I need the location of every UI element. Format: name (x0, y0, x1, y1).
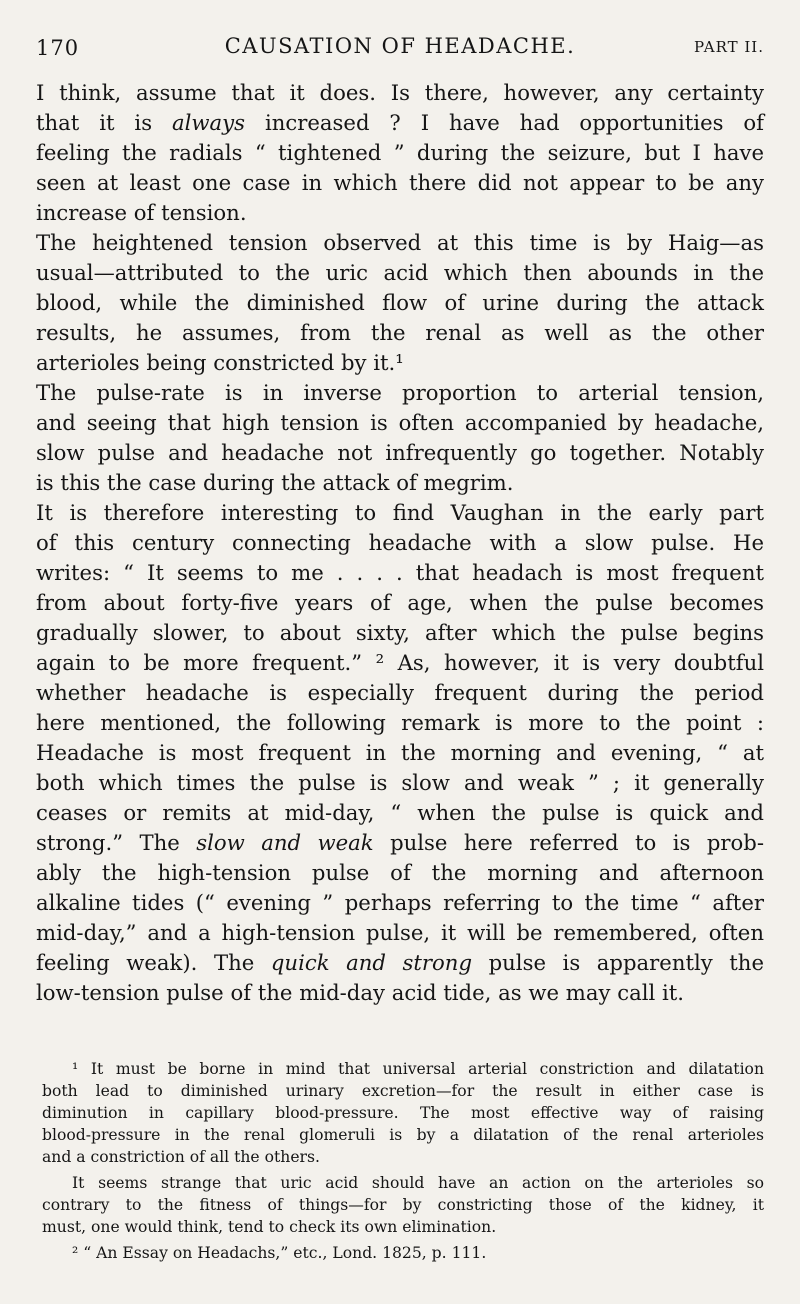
text-line: both which times the pulse is slow and weak ” ; it generally (36, 770, 764, 795)
text-line: ceases or remits at mid-day, “ when the pulse is quick and (36, 800, 764, 825)
footnote-line: must, one would think, tend to check its own elimination. (42, 1218, 497, 1236)
text-line: It is therefore interesting to find Vaughan in the early part (36, 500, 764, 525)
text-line: is this the case during the attack of megrim. (36, 470, 514, 495)
text-line: feeling the radials “ tightened ” during the seizure, but I have (36, 140, 764, 165)
footnote-line: both lead to diminished urinary excretion—for the result in either case is (42, 1082, 764, 1100)
text-line: strong.” The slow and weak pulse here referred to is prob- (36, 830, 764, 855)
footnotes (42, 1058, 764, 1268)
text-line: that it is always increased ? I have had opportunities of (36, 110, 764, 135)
text-line: blood, while the diminished flow of urine during the attack (36, 290, 764, 315)
emphasis-always: always (172, 110, 246, 135)
page-number: 170 (36, 36, 80, 60)
text-line: whether headache is especially frequent during the period (36, 680, 764, 705)
text-line: and seeing that high tension is often accompanied by headache, (36, 410, 764, 435)
paragraph-3 (36, 378, 764, 498)
footnote-line: It seems strange that uric acid should have an action on the arterioles so (72, 1174, 764, 1192)
text-line: again to be more frequent.” ² As, however, it is very doubtful (36, 650, 764, 675)
text-line: writes: “ It seems to me . . . . that headach is most frequent (36, 560, 764, 585)
emphasis-quick-and-strong: quick and strong (270, 950, 473, 975)
text-line: slow pulse and headache not infrequently go together. Notably (36, 440, 764, 465)
text-line: usual—attributed to the uric acid which then abounds in the (36, 260, 764, 285)
text-line: from about forty-five years of age, when the pulse becomes (36, 590, 764, 615)
footnote-line: ² “ An Essay on Headachs,” etc., Lond. 1825, p. 111. (72, 1244, 487, 1262)
emphasis-slow-and-weak: slow and weak (196, 830, 374, 855)
footnote-line: blood-pressure in the renal glomeruli is by a dilatation of the renal arterioles (42, 1126, 764, 1144)
text-line: alkaline tides (“ evening ” perhaps referring to the time “ after (36, 890, 764, 915)
text-line: results, he assumes, from the renal as well as the other (36, 320, 764, 345)
text-line: feeling weak). The quick and strong pulse is apparently the (36, 950, 764, 975)
footnote-line: contrary to the fitness of things—for by constricting those of the kidney, it (42, 1196, 764, 1214)
text-line: increase of tension. (36, 200, 247, 225)
footnote-line: ¹ It must be borne in mind that universal arterial constriction and dilatation (72, 1060, 764, 1078)
part-label: PART II. (694, 38, 764, 56)
text-line: The heightened tension observed at this time is by Haig—as (36, 230, 764, 255)
text-line: arterioles being constricted by it.¹ (36, 350, 404, 375)
text-line: The pulse-rate is in inverse proportion to arterial tension, (36, 380, 764, 405)
footnote-1 (42, 1058, 764, 1168)
text-line: of this century connecting headache with a slow pulse. He (36, 530, 764, 555)
text-line: ably the high-tension pulse of the morning and afternoon (36, 860, 764, 885)
text-line: gradually slower, to about sixty, after which the pulse begins (36, 620, 764, 645)
text-line: low-tension pulse of the mid-day acid tide, as we may call it. (36, 980, 685, 1005)
running-title: CAUSATION OF HEADACHE. (224, 34, 576, 58)
paragraph-2 (36, 228, 764, 378)
footnote-2 (42, 1242, 764, 1264)
text-line: Headache is most frequent in the morning and evening, “ at (36, 740, 764, 765)
text-line: seen at least one case in which there did not appear to be any (36, 170, 764, 195)
paragraph-4 (36, 498, 764, 1008)
paragraph-1 (36, 78, 764, 228)
text-line: mid-day,” and a high-tension pulse, it will be remembered, often (36, 920, 764, 945)
footnote-line: and a constriction of all the others. (42, 1148, 320, 1166)
footnote-1-continuation (42, 1172, 764, 1238)
footnote-line: diminution in capillary blood-pressure. The most effective way of raising (42, 1104, 764, 1122)
text-line: here mentioned, the following remark is more to the point : (36, 710, 764, 735)
body-text (36, 78, 764, 1008)
text-line: I think, assume that it does. Is there, however, any certainty (36, 80, 764, 105)
page-header (36, 28, 764, 78)
